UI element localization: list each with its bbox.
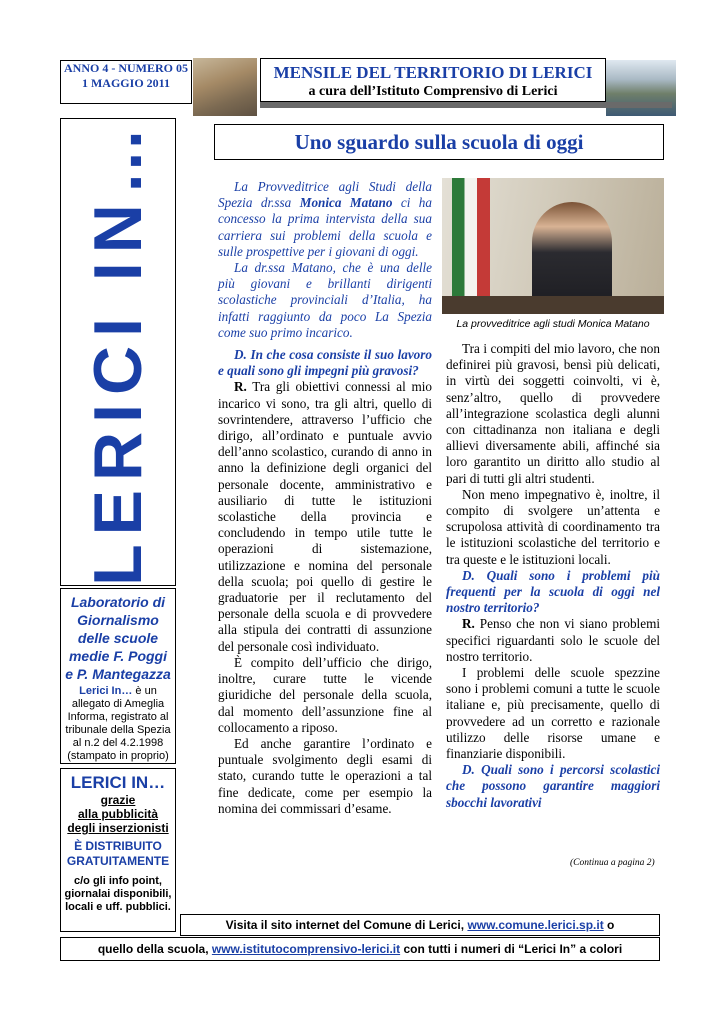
lab-heading	[61, 593, 175, 683]
lab-heading-line: delle scuole	[77, 630, 159, 646]
logo-text: LERICI IN…	[80, 118, 156, 586]
answer-1c: Ed anche garantire l’ordinato e puntuale svolgimento degli esami di stato, curando tutte le operazioni a tal fine dedicate, come per esempio la nomina dei commissari d’esame.	[218, 735, 432, 816]
castle-photo	[193, 58, 257, 116]
answer-1d: Tra i compiti del mio lavoro, che non definirei più gravosi, bensì più delicati, in virtù dei soggetti coinvolti, vi è, senz’altro, quello di provvedere all’integrazione scolastica degli alunni con cittadinanza non italiana e degli allievi diversamente abili, affinché sia loro garantito un diritto allo studio al pari di tutti gli altri studenti.	[446, 341, 660, 486]
article-column-left	[218, 179, 432, 817]
lab-heading-line: medie F. Poggi	[68, 648, 167, 664]
ad-thanks-line: alla pubblicità	[77, 807, 158, 821]
photo-caption: La provveditrice agli studi Monica Matano	[456, 318, 650, 330]
answer-1b: È compito dell’ufficio che dirigo, inoltre, curare tutte le vicende giuridiche del personale della scuola, dal momento dell’assunzione fine al collocamento a riposo.	[218, 654, 432, 735]
answer-label: R.	[462, 616, 475, 632]
ad-points-line: c/o gli info point,	[74, 875, 162, 887]
intro-paragraph: La dr.ssa Matano, che è una delle più giovani e brillanti dirigenti scolastiche provinciali d’Italia, ha infatti raggiunto da poco La Spezia come suo primo incarico.	[218, 260, 432, 340]
answer-2	[446, 616, 660, 665]
intro-text: La Provveditrice agli Studi della Spezia dr.ssa	[218, 179, 432, 211]
issue-date: 1 MAGGIO 2011	[81, 76, 170, 90]
footer-line-2	[60, 937, 660, 961]
lab-heading-line: Giornalismo	[77, 612, 159, 628]
footer-text: Visita il sito internet del Comune di Lerici,	[225, 918, 468, 932]
article-column-right	[446, 341, 660, 811]
ad-thanks	[61, 793, 175, 835]
flag-image	[452, 178, 490, 314]
answer-1	[218, 379, 432, 654]
masthead-subtitle: a cura dell’Istituto Comprensivo di Lerici	[308, 84, 558, 99]
masthead	[260, 58, 606, 102]
question-3: D. Quali sono i percorsi scolastici che possono garantire maggiori sbocchi lavorativi	[446, 762, 660, 810]
ad-points	[61, 875, 175, 914]
ad-distribution-line: GRATUITAMENTE	[66, 854, 170, 868]
logo-box	[60, 118, 176, 586]
ad-points-line: giornalai disponibili,	[64, 888, 172, 900]
answer-text: Penso che non vi siano problemi specifici riguardanti solo le scuole del nostro territorio.	[446, 616, 660, 664]
masthead-divider	[260, 102, 672, 108]
answer-1e: Non meno impegnativo è, inoltre, il compito di svolgere un’attenta e scrupolosa attività di coordinamento tra le istituzioni scolastiche del territorio e tra queste e le istituzioni locali.	[446, 486, 660, 567]
answer-text: Tra gli obiettivi connessi al mio incarico vi sono, tra gli altri, quello di sovrintendere, attraverso l’ufficio che dirigo, all’ordinato e puntuale avvio dell’anno scolastico, curando di anno in anno la definizione degli organici del personale docente, amministrativo e ausiliario di tutte le istituzioni scolastiche della provincia e concludendo in tempo utile tutte le operazioni di sistemazione, utilizzazione e nomina del personale della scuola; poi quello di gestire le graduatorie per il reclutamento del personale della scuola e di provvedere alla stipula dei contratti di assunzione del personale così individuato.	[218, 379, 432, 654]
issue-box	[60, 60, 192, 104]
lab-info-text: è un allegato di Ameglia Informa, registrato al tribunale della Spezia al n.2 del 4.2.1998 (stampato in proprio)	[65, 685, 171, 762]
footer-text: o	[603, 918, 615, 932]
lab-heading-line: e P. Mantegazza	[65, 666, 171, 682]
lab-box	[60, 588, 176, 764]
comune-link[interactable]: www.comune.lerici.sp.it	[467, 918, 604, 932]
continued-note: (Continua a pagina 2)	[570, 858, 655, 868]
provveditrice-photo	[442, 178, 664, 314]
ad-points-line: locali e uff. pubblici.	[65, 901, 171, 913]
footer-line-1	[180, 914, 660, 936]
answer-label: R.	[234, 379, 247, 395]
ad-box	[60, 768, 176, 932]
ad-distribution-line: È DISTRIBUITO	[74, 839, 162, 853]
lab-brand: Lerici In…	[79, 685, 133, 697]
footer-text: con tutti i numeri di “Lerici In” a colori	[400, 942, 623, 956]
question-1: D. In che cosa consiste il suo lavoro e quali sono gli impegni più gravosi?	[218, 347, 432, 379]
masthead-title: MENSILE DEL TERRITORIO DI LERICI	[273, 63, 593, 82]
ad-distribution	[61, 839, 175, 869]
intro-name: Monica Matano	[299, 195, 393, 211]
question-2: D. Quali sono i problemi più frequenti per la scuola di oggi nel nostro territorio?	[446, 567, 660, 616]
intro-text: ci ha concesso la prima intervista della sua carriera sui problemi della scuola e sulle prospettive per i giovani di oggi.	[218, 195, 432, 259]
lab-heading-line: Laboratorio di	[70, 594, 166, 610]
ad-title: LERICI IN…	[70, 773, 166, 792]
ad-thanks-line: grazie	[100, 793, 136, 807]
answer-2b: I problemi delle scuole spezzine sono i problemi comuni a tutte le scuole italiane e, più precisamente, quello di provvedere ad un corretto e razionale utilizzo delle risorse umane e finanziarie disponibili.	[446, 665, 660, 762]
issue-number: ANNO 4 - NUMERO 05	[64, 61, 188, 75]
footer-text: quello della scuola,	[97, 942, 212, 956]
ad-thanks-line: degli inserzionisti	[67, 821, 169, 835]
intro-paragraph	[218, 179, 432, 260]
article-headline: Uno sguardo sulla scuola di oggi	[214, 124, 664, 160]
lab-info	[61, 685, 175, 763]
desk-image	[442, 296, 664, 314]
school-link[interactable]: www.istitutocomprensivo-lerici.it	[211, 942, 401, 956]
